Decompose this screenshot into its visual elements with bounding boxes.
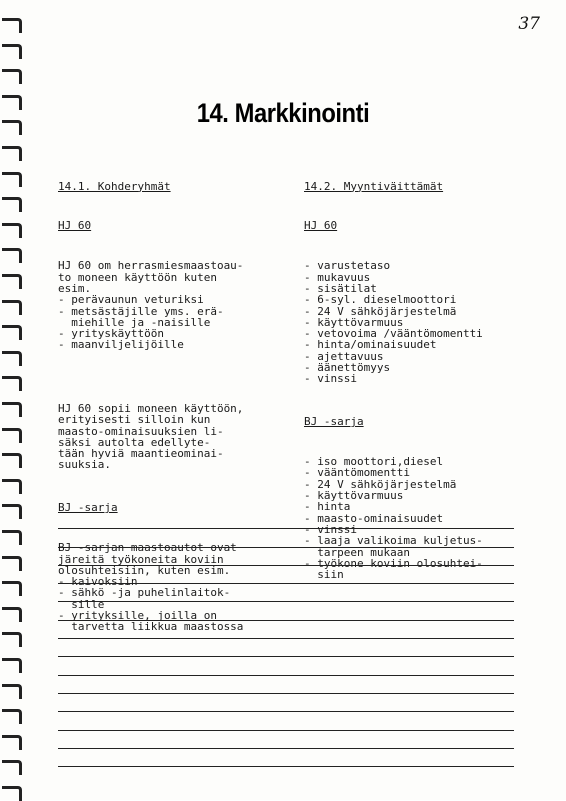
text-line: - metsästäjille yms. erä-: [58, 304, 224, 318]
text-line: - yrityksille, joilla on: [58, 608, 217, 622]
binding-ring: [2, 120, 22, 135]
text-line: BJ -sarjan maastoautot ovat: [58, 541, 237, 555]
binding-ring: [2, 402, 22, 417]
binding-ring: [2, 581, 22, 596]
text-line: suuksia.: [58, 458, 111, 472]
binding-ring: [2, 709, 22, 724]
text-line: HJ 60 sopii moneen käyttöön,: [58, 401, 244, 415]
text-line: - perävaunun veturiksi: [58, 293, 204, 307]
ruled-note-lines: [58, 511, 514, 767]
text-line: tään hyviä maantieominai-: [58, 447, 224, 461]
binding-ring: [2, 325, 22, 340]
binding-ring: [2, 479, 22, 494]
list-item: tarpeen mukaan: [304, 545, 410, 559]
text-line: miehille ja -naisille: [58, 315, 211, 329]
ruled-line: [58, 511, 514, 529]
binding-ring: [2, 428, 22, 443]
ruled-line: [58, 548, 514, 566]
binding-ring: [2, 172, 22, 187]
list-item: - vinssi: [304, 522, 357, 536]
ruled-line: [58, 602, 514, 620]
binding-ring: [2, 684, 22, 699]
list-item: - varustetaso: [304, 259, 391, 273]
binding-ring: [2, 223, 22, 238]
list-item: - vetovoima /vääntömomentti: [304, 327, 483, 341]
list-item: - laaja valikoima kuljetus-: [304, 534, 483, 548]
hj60-description: [58, 260, 288, 350]
spiral-binding: [0, 0, 26, 800]
binding-ring: [2, 453, 22, 468]
list-item: - käyttövarmuus: [304, 315, 404, 329]
binding-ring: [2, 44, 22, 59]
binding-ring: [2, 786, 22, 801]
subheading-bj-series: BJ -sarja: [58, 501, 118, 515]
binding-ring: [2, 504, 22, 519]
ruled-line: [58, 731, 514, 749]
hj60-paragraph: [58, 403, 288, 471]
text-line: maasto-ominaisuuksien li-: [58, 424, 224, 438]
binding-ring: [2, 197, 22, 212]
binding-ring: [2, 376, 22, 391]
text-line: säksi autolta edellyte-: [58, 435, 211, 449]
text-line: - yrityskäyttöön: [58, 327, 164, 341]
subheading-hj60: HJ 60: [58, 219, 92, 233]
list-item: - työkone koviin olosuhtei-: [304, 556, 483, 570]
list-item: - 24 V sähköjärjestelmä: [304, 477, 457, 491]
list-item: - sisätilat: [304, 281, 377, 295]
ruled-line: [58, 657, 514, 675]
text-line: - maanviljelijöille: [58, 338, 184, 352]
text-line: sille: [58, 597, 105, 611]
binding-ring: [2, 632, 22, 647]
list-item: - käyttövarmuus: [304, 489, 404, 503]
text-line: HJ 60 om herrasmiesmaastoau-: [58, 259, 244, 273]
list-item: - iso moottori,diesel: [304, 455, 444, 469]
binding-ring: [2, 735, 22, 750]
ruled-line: [58, 694, 514, 712]
subheading-bj-series: BJ -sarja: [304, 415, 364, 429]
list-item: - ajettavuus: [304, 349, 384, 363]
binding-ring: [2, 607, 22, 622]
list-item: - maasto-ominaisuudet: [304, 511, 444, 525]
ruled-line: [58, 712, 514, 730]
binding-ring: [2, 95, 22, 110]
ruled-line: [58, 584, 514, 602]
ruled-line: [58, 749, 514, 767]
list-item: - hinta: [304, 500, 351, 514]
binding-ring: [2, 18, 22, 33]
hj60-sales-list: [304, 260, 534, 384]
ruled-line: [58, 529, 514, 547]
ruled-line: [58, 639, 514, 657]
binding-ring: [2, 300, 22, 315]
binding-ring: [2, 530, 22, 545]
binding-ring: [2, 69, 22, 84]
section-heading-sales-claims: 14.2. Myyntiväittämät: [304, 179, 444, 193]
text-line: tarvetta liikkua maastossa: [58, 620, 244, 634]
binding-ring: [2, 556, 22, 571]
list-item: - hinta/ominaisuudet: [304, 338, 437, 352]
list-item: - mukavuus: [304, 270, 371, 284]
binding-ring: [2, 248, 22, 263]
ruled-line: [58, 621, 514, 639]
text-line: erityisesti silloin kun: [58, 413, 211, 427]
list-item: - 24 V sähköjärjestelmä: [304, 304, 457, 318]
text-line: esim.: [58, 281, 92, 295]
binding-ring: [2, 760, 22, 775]
binding-ring: [2, 146, 22, 161]
binding-ring: [2, 351, 22, 366]
binding-ring: [2, 658, 22, 673]
list-item: - vääntömomentti: [304, 466, 410, 480]
subheading-hj60: HJ 60: [304, 219, 338, 233]
ruled-line: [58, 676, 514, 694]
text-line: to moneen käyttöön kuten: [58, 270, 217, 284]
list-item: siin: [304, 568, 344, 582]
section-heading-target-groups: 14.1. Kohderyhmät: [58, 179, 171, 193]
text-line: järeitä työkoneita koviin: [58, 552, 224, 566]
page-title: 14. Markkinointi: [196, 98, 370, 128]
text-line: olosuhteisiin, kuten esim.: [58, 563, 231, 577]
list-item: - vinssi: [304, 372, 357, 386]
page-number: 37: [518, 14, 540, 34]
binding-ring: [2, 274, 22, 289]
list-item: - äänettömyys: [304, 361, 391, 375]
list-item: - 6-syl. dieselmoottori: [304, 293, 457, 307]
text-line: - kaivoksiin: [58, 575, 138, 589]
text-line: - sähkö -ja puhelinlaitok-: [58, 586, 231, 600]
